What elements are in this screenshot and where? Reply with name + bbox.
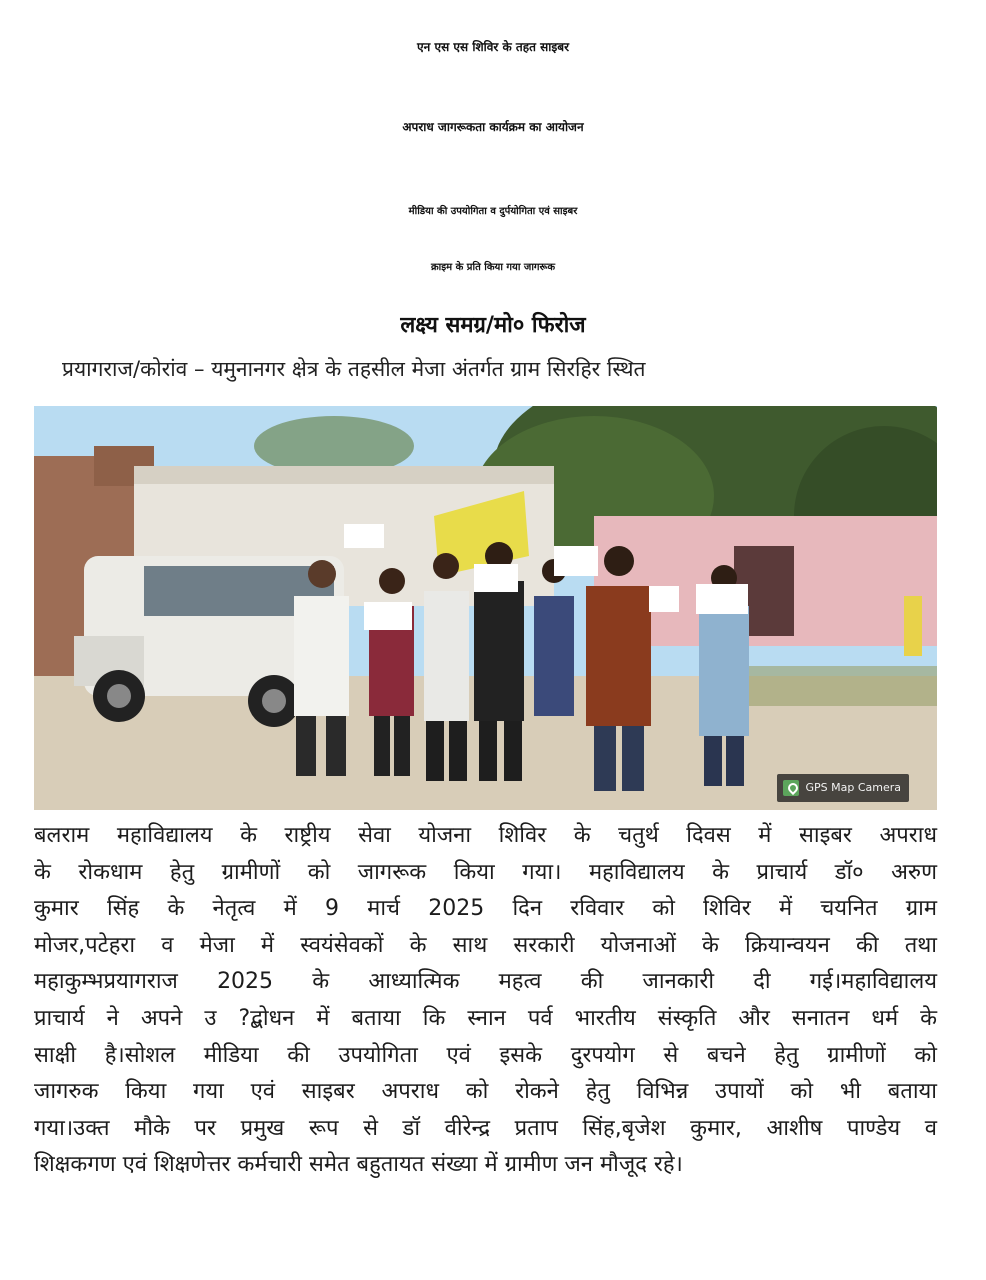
body-line: मोजर,पटेहरा व मेजा में स्वयंसेवकों के साथ सरकारी योजनाओं के क्रियान्वयन की तथा — [34, 932, 937, 958]
body-line: प्राचार्य ने अपने उ ?द्बोधन में बताया कि स्नान पर्व भारतीय संस्कृति और सनातन धर्म के — [34, 1005, 937, 1031]
map-pin-icon — [783, 780, 799, 796]
headline-line-2: अपराध जागरूकता कार्यक्रम का आयोजन — [402, 120, 584, 134]
article-body — [34, 818, 937, 1184]
subheadline-line-1: मीडिया की उपयोगिता व दुर्पयोगिता एवं साइबर — [408, 206, 578, 217]
gps-watermark-text: GPS Map Camera — [805, 781, 901, 794]
body-line: साक्षी है।सोशल मीडिया की उपयोगिता एवं इसके दुरपयोग से बचने हेतु ग्रामीणों को — [34, 1042, 937, 1068]
dateline: प्रयागराज/कोरांव – यमुनानगर क्षेत्र के तहसील मेजा अंतर्गत ग्राम सिरहिर स्थित — [62, 357, 646, 381]
body-line: महाकुम्भप्रयागराज 2025 के आध्यात्मिक महत्व की जानकारी दी गई।महाविद्यालय — [34, 969, 937, 995]
byline: लक्ष्य समग्र/मो० फिरोज — [400, 313, 586, 338]
body-line: के रोकधाम हेतु ग्रामीणों को जागरूक किया गया। महाविद्यालय के प्राचार्य डॉ० अरुण — [34, 859, 937, 885]
body-line: गया।उक्त मौके पर प्रमुख रूप से डॉ वीरेन्द्र प्रताप सिंह,बृजेश कुमार, आशीष पाण्डेय व — [34, 1115, 937, 1141]
body-line: बलराम महाविद्यालय के राष्ट्रीय सेवा योजना शिविर के चतुर्थ दिवस में साइबर अपराध — [34, 823, 937, 848]
subheadline-line-2: क्राइम के प्रति किया गया जागरूक — [431, 262, 555, 273]
news-photo — [34, 406, 937, 810]
photo-illustration — [34, 406, 937, 810]
headline-line-1: एन एस एस शिविर के तहत साइबर — [417, 40, 569, 54]
body-line: शिक्षकगण एवं शिक्षणेत्तर कर्मचारी समेत बहुतायत संख्या में ग्रामीण जन मौजूद रहे। — [34, 1152, 683, 1178]
gps-watermark — [777, 774, 909, 802]
body-line: जागरुक किया गया एवं साइबर अपराध को रोकने हेतु विभिन्न उपायों को भी बताया — [34, 1079, 937, 1105]
body-line: कुमार सिंह के नेतृत्व में 9 मार्च 2025 दिन रविवार को शिविर में चयनित ग्राम — [34, 896, 937, 922]
